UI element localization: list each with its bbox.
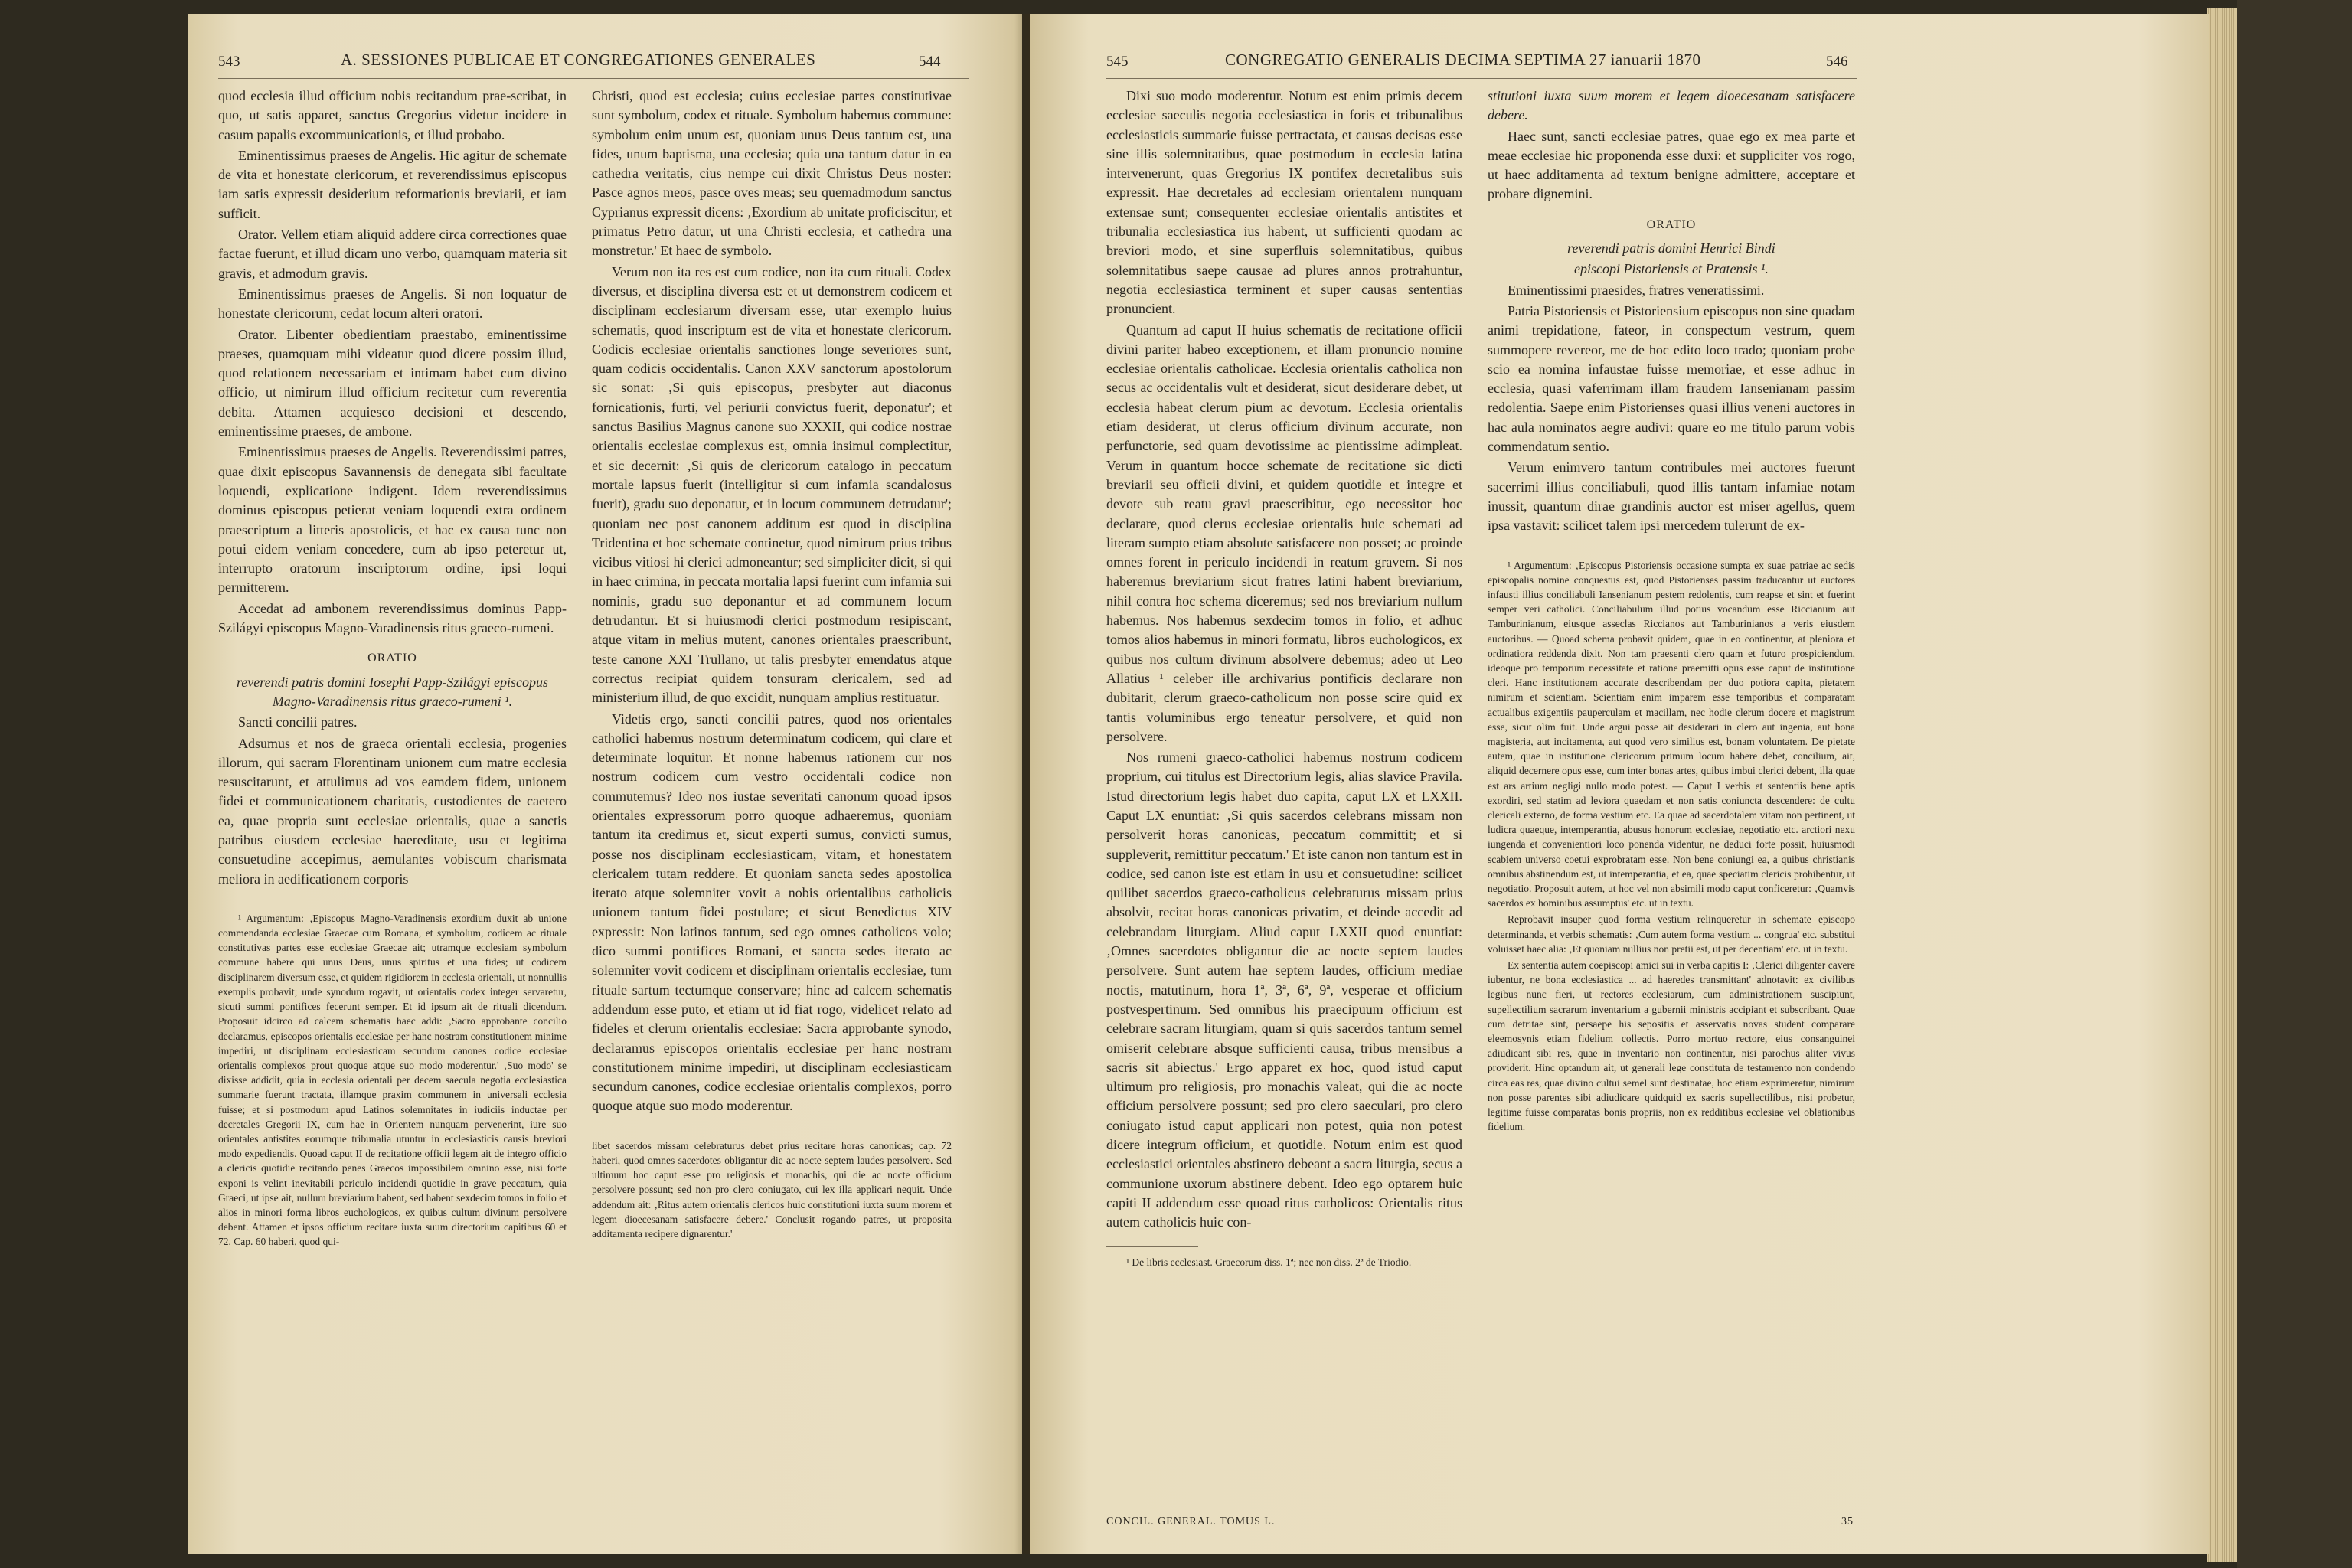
paragraph: Eminentissimus praeses de Angelis. Hic agitur de schemate de vita et honestate clericorum, et reverendissimus episcopus iam satis expressit desiderium reformationis breviarii, et iam sufficit. [218,147,567,221]
header-rule [218,78,969,79]
paragraph: Patria Pistoriensis et Pistoriensium episcopus non sine quadam animi trepidatione, fateor, in conspectum vestrum, quem summopere revereor, me de hoc edito loco trado; quoniam probe scio ea nomina infaustae fuisse memoriae, et esse adhuc in ecclesia, quasi vaferrimam illam fraudem Iansenianam passim redolentia. Saepe enim Pistorienses quasi illius veneni auctores in hac aula nominatos aegre audivi: quare eo me titulo parum vobis commendatum sentio. [1488,302,1855,455]
page-number-546: 546 [1826,54,1848,70]
paragraph: Eminentissimus praeses de Angelis. Si non loquatur de honestate clericorum, cedat locum alteri oratori. [218,286,567,322]
paragraph: Haec sunt, sancti ecclesiae patres, quae ego ex mea parte et meae ecclesiae hic proponenda esse duxi: et suppliciter vos rogo, ut haec additamenta ad textum benigne admittere, acceptare et probare dignemini. [1488,128,1855,202]
footnote: ¹ De libris ecclesiast. Graecorum diss. 1ª; nec non diss. 2ª de Triodio. [1126,1256,1412,1268]
paragraph: Dixi suo modo moderentur. Notum est enim primis decem ecclesiae saeculis negotia ecclesiastica in foris et tribunalibus ecclesiasticis summarie fuisse pertractata, et causas decisas esse sine illis solemnitatibus, quae postmodum in ecclesia latina intervenerunt, quas Gregorius IX pontifex decretalibus suis expressit. Hae decretales ad ecclesiam orientalem nunquam extensae sunt; consequenter ecclesiae orientalis antistites et tribunalia ecclesiastica ius habent, ut sufficienti quodam ac breviori modo, et sine superfluis solemnitatibus, quibus solemnitatibus saepe causae ad plures annos protrahuntur, negotia ecclesiastica terminent et super causas sententias pronuncient. [1106,88,1462,317]
running-head-left: A. SESSIONES PUBLICAE ET CONGREGATIONES GENERALES [341,51,816,69]
paragraph: Nos rumeni graeco-catholici habemus nostrum codicem proprium, cui titulus est Directorium legis, alias slavice Pravila. Istud directorium legis habet duo capita, caput LX et LXXII. Caput LX enuntiat: ‚Si quis sacerdos celebrans missam non persolverit horas canonicas, peccatum committit; et si suppleverit, remittitur peccatum.' Et iste canon non tantum est in codice, sed canon iste est etiam in usu et consuetudine: scilicet quilibet sacerdos graeco-catholicus celebraturus missam prius absolvit, recitat horas canonicas privatim, et deinde accedit ad celebrandam liturgiam. Aliud caput LXXII quod enuntiat: ‚Omnes sacerdotes obligantur die ac nocte septem laudes persolvere. Sunt autem hae septem laudes, officium mediae noctis, matutinum, hora 1ª, 3ª, 6ª, 9ª, vesperae et officium postvespertinum. Sed omnibus his praecipuum officium est celebrare sacram liturgiam, quam si quis sacerdos tantum semel omiserit celebrare absque sufficienti causa, tribus mensibus a sacris sit abiectus.' Ergo apparet ex hoc, quod istud caput ultimum pro religiosis, pro monachis valeat, qui die ac nocte officium persolvere possunt; sed pro clero saeculari, pro clero coniugato istud caput applicari non potest, quia non potest dicere integrum officium, et quotidie. Notum enim est quod ecclesiastici orientales abstinero debeant a sacra liturgia, secus a communione uxorum abstinere debent. Ideo ego optarem huic capiti II addendum esse quoad ritus catholicos: Orientalis ritus autem catholicis huic con- [1106,750,1462,1230]
left-page [188,14,1022,1554]
footer-volume: CONCIL. GENERAL. TOMUS L. [1106,1516,1276,1527]
footnote: Reprobavit insuper quod forma vestium relinqueretur in schemate episcopo determinanda, et verbis schematis: ‚Cum autem forma vestium ... congrua' etc. substitui voluisset haec alia: ‚Et quoniam nullius non pretii est, ut per decentiam' etc. ut in textu. [1488,913,1855,955]
paragraph: Eminentissimus praeses de Angelis. Reverendissimi patres, quae dixit episcopus Savannensis de denegata sibi facultate loquendi, explicatione indigent. Idem reverendissimus dominus episcopus petierat veniam loquendi extra ordinem praescriptum a litteris apostolicis, et hac ex causa tunc non potui eidem veniam concedere, cum ab ipso peteretur ut, interrupto oratorum inscriptorum ordine, ipsi loqui permitterem. [218,444,567,596]
footnote: ¹ Argumentum: ‚Episcopus Pistoriensis occasione sumpta ex suae patriae ac sedis episcopalis nomine conquestus est, quod Pistorienses passim traducantur ut auctores infausti illius conciliabuli Iansenianum pestem redolentis, cum reapse et sint et fuerint semper veri catholici. Conciliabulum illud potius vocandum esse Riccianum aut Tamburinianum, eiusque asseclas Riccianos aut Tamburinianos a veris eiusdem auctoribus. — Quoad schema probavit quidem, quae in eo continentur, at pleniora et ordinatiora reddenda dixit. Non tam praesenti clero quam et futuro prospiciendum, ideoque pro temporum necessitate et ratione praemitti opus esse caput de institutione cleri. Hanc institutionem accurate describendam per duo potiora capita, pietatem nimirum et scientiam. Scientiam enim imparem esse temporibus et comparatam actualibus exigentiis pauperculam et macillam, nec hodie clerum docere et magistrum esse, sicut olim fuit. Unde argui posse ait desiderari in clero aut ingenia, aut bona magisteria, aut incitamenta, aut quod vero similius est, bonam voluntatem. De pietate autem, quae in institutione clericorum primum locum habere debet, concilium, ait, aliquid decernere opus esse, cum inter bonas artes, quibus imbui clerici debent, illa quae est ars artium negligi nullo modo potest. — Caput I verbis et sententiis bene aptis exordiri, sed statim ad leviora quaedam et non satis coniuncta descendere: de cultu clericali externo, de forma vestium etc. Ea quae ad sacerdotalem vitam non pertinent, ut ludicra quaeque, intemperantia, abusus honorum ecclesiae, negotiatio etc. arctiori nexu iungenda et convenientiori loco ponenda videntur, ne deduci forte possit, huiusmodi scabiem universo coetui exprobratam esse. Non bene coniungi ea, a quibus christianis omnibus abstinendum est, ut intemperantia, et ea, quae speciatim clericis prohibentur, ut negotiatio. Proposuit autem, ut hoc vel non absimili modo caput conficeretur: ‚Quamvis sacerdos ex hominibus assumptus' etc. ut in textu. [1488,559,1855,910]
running-head-right: CONGREGATIO GENERALIS DECIMA SEPTIMA 27 ianuarii 1870 [1225,51,1701,69]
binding-cloth [2237,0,2352,1568]
paragraph: Accedat ad ambonem reverendissimus dominus Papp-Szilágyi episcopus Magno-Varadinensis ritus graeco-rumeni. [218,600,567,636]
paragraph: Eminentissimi praesides, fratres veneratissimi. [1508,282,1765,298]
paragraph: Verum enimvero tantum contribules mei auctores fuerunt sacerrimi illius conciliabuli, quod illis tantam infamiae notam inussit, quantum dirae grandinis auctor est miser agellus, quem ipsa vastavit: scilicet talem ipsi mercedem tulerunt de ex- [1488,459,1855,534]
oratio-subtitle: reverendi patris domini Iosephi Papp-Szilágyi episcopus Magno-Varadinensis ritus graeco-rumeni ¹. [236,674,549,709]
paragraph: quod ecclesia illud officium nobis recitandum prae-scribat, in quo, ut satis apparet, sanctus Gregorius videtur incidere in casum papalis excommunicationis, et illud probabo. [218,88,567,142]
page-number-543: 543 [218,54,240,70]
page-number-545: 545 [1106,54,1129,70]
oratio-subtitle-1: reverendi patris domini Henrici Bindi [1567,240,1775,256]
paragraph: Christi, quod est ecclesia; cuius ecclesiae partes constitutivae sunt symbolum, codex et rituale. Symbolum habemus commune: symbolum enim unum est, quoniam unus Deus tantum est, una fides, unum baptisma, una ecclesia; quia una tantum datur in ea cathedra veritatis, cius nempe cui dixit Christus Deus noster: Pasce agnos meos, pasce oves meas; seu quemadmodum sanctus Cyprianus expressit dicens: ‚Exordium ab unitate proficiscitur, et primatus Petro datur, ut una Christi ecclesia, et cathedra una monstretur.' Et haec de symbolo. [592,88,952,259]
page-fore-edge [2207,8,2237,1562]
right-column-2 [1488,87,1855,1135]
paragraph: Orator. Libenter obedientiam praestabo, eminentissime praeses, quamquam mihi videatur quod dicere possim illud, quod relationem necessariam et intimam habet cum divino officio, ut nimirum illud officium recitetur cum reverentia debita. Attamen acquiesco decisioni et descendo, eminentissime praeses, de ambone. [218,326,567,439]
paragraph: Adsumus et nos de graeca orientali ecclesia, progenies illorum, qui sacram Florentinam unionem cum matre ecclesia resuscitarunt, et attulimus ad vos eamdem fidem, unionem fidei et communicationem charitatis, custodientes de caetero ea, quae propria sunt ecclesiae orientalis, quae a sanctis patribus eiusdem ecclesiae haereditate, usu et legitima consuetudine accepimus, aemulantes vobiscum charismata meliora in aedificationem corporis [218,735,567,887]
left-column-2 [592,87,952,1243]
left-column-1 [218,87,567,1251]
paragraph: Sancti concilii patres. [238,714,358,730]
oratio-heading: ORATIO [368,652,417,665]
footnote-continuation: libet sacerdos missam celebraturus debet prius recitare horas canonicas; cap. 72 haberi, quod omnes sacerdotes obligantur die ac nocte septem laudes persolvere. Sed ultimum hoc caput esse pro religiosis et monachis, qui die ac nocte officium persolvere possunt; sed non pro clero coniugato, cui lex illa applicari nequit. Unde addendum ait: ‚Ritus autem orientalis clericos huic constitutioni iuxta suum morem et legem dioecesanam satisfacere debere.' Conclusit rogando patres, ut proposita additamenta recipere dignarentur.' [592,1139,952,1240]
footer-signature: 35 [1841,1516,1854,1527]
paragraph: stitutioni iuxta suum morem et legem dioecesanam satisfacere debere. [1488,88,1855,123]
header-rule [1106,78,1857,79]
paragraph: Quantum ad caput II huius schematis de recitatione officii divini pariter habeo exceptionem, et illam pronuncio nomine ecclesiae orientalis catholicae. Ecclesia orientalis catholica non secus ac occidentalis vult et desiderat, sicut desiderare debet, ut ecclesia habeat clerum pium ac devotum. Ecclesia orientalis etiam desiderat, ut clerus officium divinum accurate, non perfunctorie, sed quam devotissime ac pientissime adimpleat. Verum in quantum hocce schemate de recitatione sic dicti breviarii seu officii divini, et quidem quotidie et integre et devote sub reatu gravi praescribitur, ego necessitor hoc declarare, quod clerus ecclesiae orientalis huic schemati ad literam sumpto etiam absolute satisfacere non posset; ac proinde omnes forent in periculo incidendi in reatum gravem. Si nos haberemus breviarium sicut fratres latini habent breviarium, nihil contra hoc schema diceremus; sed nos breviarium nullum habemus. Nos habemus sexdecim tomos in folio, et adhuc tomos alios habemus in minori formatu, libros euchologicos, ex quibus nos cultum divinum absolvere debemus; adeo ut Leo Allatius ¹ celeber ille archivarius pontificis declarare non dubitarit, clerum graeco-catholicum non posse scire quid ex tantis voluminibus ergo teneatur persolvere, et quid non persolvere. [1106,322,1462,744]
paragraph: Videtis ergo, sancti concilii patres, quod nos orientales catholici habemus nostrum determinatum codicem, qui clare et determinate loquitur. Et nonne habemus rationem cur nos nostrum codicem cum vestro occidentali codice non commutemus? Ideo nos iustae severitati canonum quoad ipsos orientales expressorum porro quoque adhaeremus, quoniam tantum ita credimus et, sicut experti sumus, convicti sumus, posse nos disciplinam ecclesiasticam, vitam, et honestatem clericalem tutam reddere. Et quoniam sancta sedes apostolica iterato atque solemniter vovit a nobis orientalibus catholicis unionem tantum fidei postulare; et sicut Benedictus XIV expressit: Non latinos tantum, sed ego omnes catholicos volo; dico summi pontifices Romani, et sancta sedes iterato ac solemniter vovit codicem et disciplinam orientalis ecclesiae, tum rituale sartum tectumque conservare; hinc ad calcem schematis addendum esse puto, et etiam ut id fiat rogo, videlicet relato ad fideles et clerum orientalis ecclesiae: Sacra approbante synodo, declaramus episcopos orientalis ecclesiae per hanc nostram constitutionem minime impediri, ut disciplinam ecclesiasticam secundum canones, codice ecclesiae orientalis complexos, porro quoque atque suo modo moderentur. [592,710,952,1114]
oratio-heading: ORATIO [1646,217,1697,231]
paragraph: Orator. Vellem etiam aliquid addere circa correctiones quae factae fuerunt, et illud dicam uno verbo, quamquam materia sit gravis, et admodum gravis. [218,227,567,281]
right-column-1 [1106,87,1462,1271]
footnote-rule [1106,1246,1198,1247]
footnote: ¹ Argumentum: ‚Episcopus Magno-Varadinensis exordium duxit ab unione commendanda ecclesiae Graecae cum Romana, et symbolum, codicem ac rituale constitutivas partes esse ecclesiae Graecae ait; utramque ecclesiam symbolum commune habere qui unus Deus, unus spiritus et una fides; ut codicem disciplinarem diversum esse, et quidem rigidiorem in ecclesia orientali, ut nonnullis exemplis probavit; unde synodum rogavit, ut orientalis codex integer servaretur, sicuti summi pontifices fecerunt semper. Et id ipsum ait de rituali dicendum. Proposuit idcirco ad calcem schematis haec addi: ‚Sacro approbante concilio declaramus, episcopos orientalis ecclesiae per hanc nostram constitutionem minime impediri, ut disciplinam ecclesiasticam secundum canones codice ecclesiae orientalis complexos prout quoque atque suo modo moderentur.' ‚Suo modo' se dixisse addidit, quia in ecclesia orientali per decem saecula negotia ecclesiastica summarie fuerunt tractata, illamque praxim communem in universali ecclesia fuisse; et si postmodum apud Latinos solemnitates in iudiciis inductae per decretales Gregorii IX, cum hae in Orientem nunquam pervenerint, iure suo orientales antistites eorumque tribunalia utuntur in ecclesiasticis causis breviori modo expediendis. Quoad caput II de recitatione officii legem ait de integro officio a clericis quotidie recitando penes Graecos impossibilem omnino esse, nisi forte exponi is velint inevitabili periculo incidendi quotidie in grave peccatum, quia Graeci, ut ipse ait, nullum breviarium habent, sed habent sexdecim tomos in folio et alios in minori forma libros euchologicos, ex quibus cultum divinum persolvere debent. Attamen et ipsos officium recitare iuxta suum directorium capitibus 60 et 72. Cap. 60 haberi, quod qui- [218,912,567,1248]
page-number-544: 544 [919,54,941,70]
footnote: Ex sententia autem coepiscopi amici sui in verba capitis I: ‚Clerici diligenter cavere iubentur, ne bona ecclesiastica ... ad haeredes transmittant' adnotavit: ex civilibus legibus nunc fieri, ut rectores ecclesiarum, cum administrationem suscipiunt, supellectilium sacrarum inventarium a gubernii ministris accipiant et subscribant. Quae cum detritae sint, persaepe his sepositis et asservatis novas student comparare eleemosynis etiam fidelium collectis. Porro mortuo rectore, eius consanguinei adiudicant sibi res, quae in inventario non continentur, nisi parochus aliter vivus providerit. Hinc optandum ait, ut generali lege constituta de testamento non condendo circa eas res, quae divino cultui semel sunt destinatae, hoc etiam exprimeretur, nimirum non posse parentes sibi adiudicare quidquid ex sacris supellectilibus, nisi probetur, legitime fuisse comparatas bonis propriis, non ex redditibus ecclesiae vel oblationibus fidelium. [1488,959,1855,1133]
right-page [1030,14,2209,1554]
oratio-subtitle-2: episcopi Pistoriensis et Pratensis ¹. [1574,261,1769,277]
paragraph: Verum non ita res est cum codice, non ita cum rituali. Codex diversus, et disciplina diversa est: et ut demonstrem codicem et disciplinam ecclesiarum diversam esse, utar exemplo huius schematis, quod inscriptum est de vita et honestate clericorum. Codicis ecclesiae orientalis sanctiones longe severiores sunt, quam codicis occidentalis. Canon XXV sanctorum apostolorum sic sonat: ‚Si quis episcopus, presbyter aut diaconus fornicationis, furti, vel periurii convictus fuerit, deponatur'; et sanctus Basilius Magnus canone suo XXXII, qui codice nostrae orientalis ecclesiae complexus est, omnia insimul complectitur, et sic decernit: ‚Si quis de clericorum catalogo in peccatum mortale lapsus fuerit (intelligitur si cum infamia scandalosus fuerit), gradu suo deponatur, et in locum communem detrudatur'; quoniam nec post canonem additum est quod in disciplina Tridentina et hoc schemate continetur, quod nimirum prius tribus vicibus vitiosi hi clerici admoneantur; sed simpliciter dicit, si qui in haec crimina, in peccata mortalia lapsi fuerint cum infamia sui nominis, gradu suo deponantur et ad communem locum detrudantur. Et si huiusmodi clerici postmodum resipiscant, atque vitam in melius mutent, canones orientales praescribunt, teste canone XXI Trullano, ut talis presbyter emendatus atque correctus recipiat quidem tonsuram clericalem, sed ad ministerium illud, de quo excidit, nunquam amplius restituatur. [592,263,952,706]
